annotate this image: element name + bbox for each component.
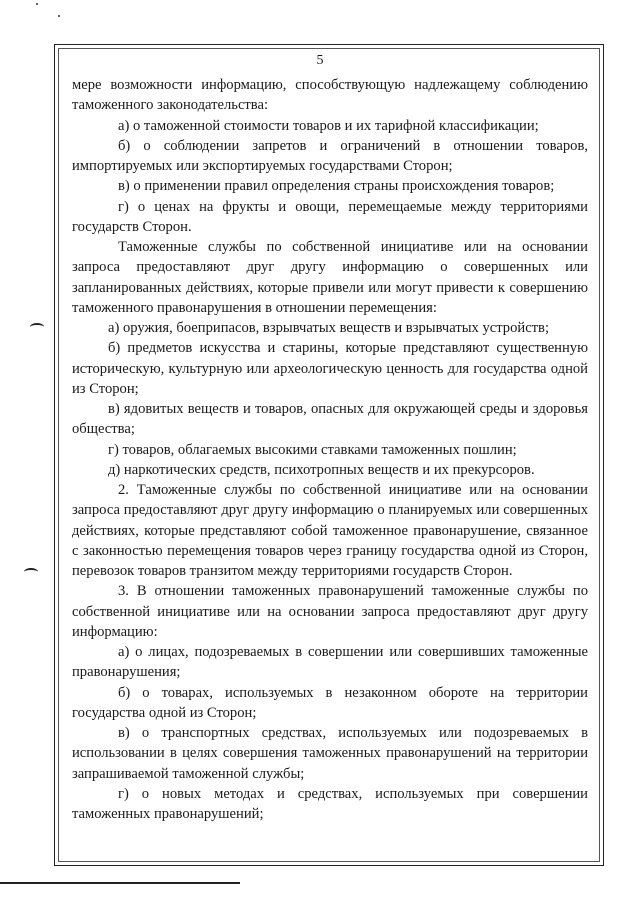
paragraph: 2. Таможенные службы по собственной инициативе или на основании запроса предоставляют друг другу информацию о планируемых или совершенных действиях, которые представляют собой таможенное правонарушение, связанное с законностью перемещения товаров через границу государства одной из Сторон, перевозок товаров транзитом между территориями государств Сторон.: [72, 482, 588, 579]
scan-dot: [58, 15, 60, 17]
paragraph: 3. В отношении таможенных правонарушений таможенные службы по собственной инициативе или на основании запроса предоставляют друг другу информацию:: [72, 583, 588, 640]
list-item: г) о новых методах и средствах, используемых при совершении таможенных правонарушений;: [72, 785, 588, 822]
list-item: в) о транспортных средствах, используемых или подозреваемых в использовании в целях совершения таможенных правонарушений на территории запрашиваемой таможенной службы;: [72, 725, 588, 782]
list-item: в) ядовитых веществ и товаров, опасных для окружающей среды и здоровья общества;: [72, 401, 588, 438]
list-item: г) о ценах на фрукты и овощи, перемещаемые между территориями государств Сторон.: [72, 198, 588, 235]
list-item: г) товаров, облагаемых высокими ставками таможенных пошлин;: [108, 441, 517, 458]
list-item: б) предметов искусства и старины, которые представляют существенную историческую, культурную или археологическую ценность для государства одной из Сторон;: [72, 340, 588, 397]
scan-line: [0, 882, 240, 884]
list-item: в) о применении правил определения страны происхождения товаров;: [118, 178, 555, 195]
list-item: д) наркотических средств, психотропных веществ и их прекурсоров.: [108, 461, 535, 478]
paragraph: Таможенные службы по собственной инициативе или на основании запроса предоставляют друг другу информацию о совершенных или запланированных действиях, которые привели или могут привести к совершению таможенного правонарушения в отношении перемещения:: [72, 239, 588, 316]
margin-mark: [24, 568, 38, 576]
list-item: а) о таможенной стоимости товаров и их тарифной классификации;: [118, 117, 539, 134]
margin-mark: [30, 323, 44, 331]
page-number: 5: [316, 53, 324, 68]
list-item: б) о соблюдении запретов и ограничений в отношении товаров, импортируемых или экспортируемых государствами Сторон;: [72, 137, 588, 174]
document-body: [72, 75, 588, 824]
list-item: б) о товарах, используемых в незаконном обороте на территории государства одной из Сторон;: [72, 684, 588, 721]
list-item: а) о лицах, подозреваемых в совершении или совершивших таможенные правонарушения;: [72, 644, 588, 681]
paragraph: мере возможности информацию, способствующую надлежащему соблюдению таможенного законодательства:: [72, 77, 588, 114]
list-item: а) оружия, боеприпасов, взрывчатых веществ и взрывчатых устройств;: [108, 320, 550, 336]
scan-dot: [36, 3, 38, 5]
